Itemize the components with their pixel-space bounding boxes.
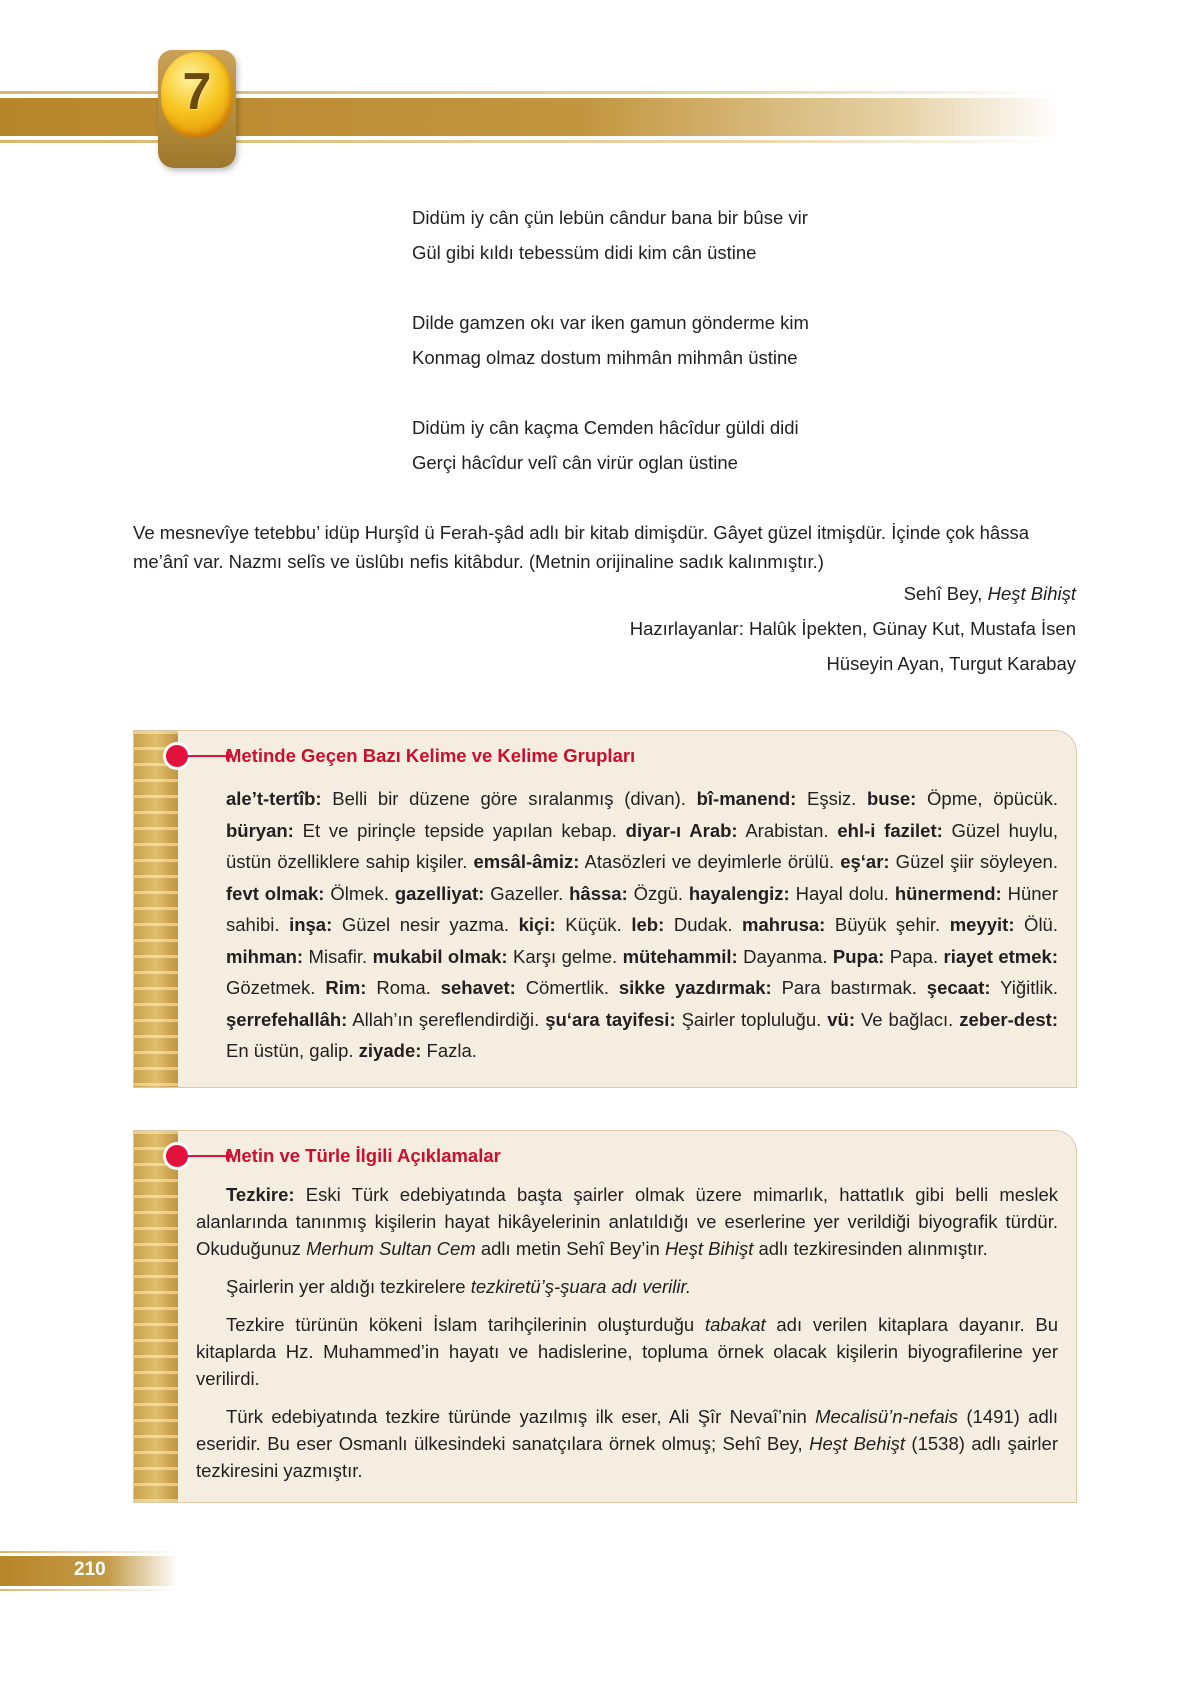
footer-line-top	[0, 1551, 178, 1553]
glossary-term: hünermend:	[894, 882, 1002, 904]
glossary-definition: Büyük şehir.	[825, 914, 950, 935]
prose-paragraph: Ve mesnevîye tetebbu’ idüp Hurşîd ü Ferah-şâd adlı bir kitab dimişdür. Gâyet güzel itmişdür. İçinde çok hâssa me’ânî var. Nazmı selîs ve üslûbı nefis kitâbdur. (Metnin orijinaline sadık kalınmıştır.)	[133, 522, 1029, 572]
poem-stanza	[412, 410, 809, 480]
glossary-term: riayet etmek:	[943, 945, 1058, 967]
chapter-coin	[161, 52, 233, 138]
work-title: Heşt Behişt	[809, 1433, 905, 1454]
glossary-definition: Karşı gelme.	[507, 945, 623, 967]
notes-title: Metin ve Türle İlgili Açıklamalar	[226, 1145, 501, 1166]
glossary-title: Metinde Geçen Bazı Kelime ve Kelime Grupları	[226, 745, 636, 766]
glossary-definition: Cömertlik.	[515, 977, 619, 998]
decorative-stripe	[134, 731, 178, 1087]
glossary-term: ale’t-tertîb:	[226, 788, 322, 809]
glossary-term: hâssa:	[569, 882, 628, 904]
chapter-number: 7	[182, 63, 212, 121]
glossary-term: inşa:	[289, 914, 333, 935]
notes-box	[133, 1130, 1077, 1503]
glossary-definition: Dayanma.	[737, 945, 833, 967]
glossary-term: Pupa:	[832, 945, 885, 967]
notes-paragraph	[196, 1273, 1058, 1300]
text: (1538) adlı şairler tezkiresini yazmıştır.	[196, 1433, 1058, 1481]
work-title: Heşt Bihişt	[987, 583, 1076, 604]
glossary-definition: Hayal dolu.	[789, 882, 895, 904]
italic-text: tezkiretü’ş-şuara adı verilir.	[470, 1276, 692, 1297]
poem-line: Didüm iy cân kaçma Cemden hâcîdur güldi didi	[412, 417, 799, 438]
text: adlı metin Sehî Bey’in	[475, 1238, 665, 1259]
glossary-definition: Misafir.	[303, 945, 373, 967]
glossary-definition: Papa.	[884, 945, 944, 967]
glossary-definition: Güzel huylu, üstün özelliklere sahip kişiler.	[226, 819, 1059, 872]
glossary-term: meyyit:	[949, 914, 1015, 935]
glossary-definition: Güzel nesir yazma.	[332, 914, 519, 935]
glossary-term: zeber-dest:	[959, 1008, 1058, 1030]
glossary-term: mahrusa:	[742, 914, 826, 935]
glossary-definition: Et ve pirinçle tepside yapılan kebap.	[293, 819, 626, 841]
footer-line-bottom	[0, 1589, 178, 1591]
glossary-definition: Fazla.	[421, 1040, 477, 1061]
glossary-definition: Özgü.	[627, 882, 689, 904]
glossary-term: vü:	[827, 1008, 855, 1030]
text: Eski Türk edebiyatında başta şairler olmak üzere mimarlık, hattatlık gibi belli meslek alanlarında tanınmış kişilerin hayat hikâyelerinin anlatıldığı ve eserlerine yer verildiği biyografik türdür. Okuduğunuz	[196, 1184, 1058, 1259]
glossary-term: diyar-ı Arab:	[625, 819, 738, 841]
poem-stanza	[412, 305, 809, 375]
poem	[412, 200, 809, 515]
glossary-definition: Gözetmek.	[226, 977, 326, 998]
text: Şairlerin yer aldığı tezkirelere	[226, 1276, 471, 1297]
glossary-definition: Dudak.	[664, 914, 743, 935]
glossary-definition: Ölü.	[1014, 914, 1058, 935]
poem-line: Konmag olmaz dostum mihmân mihmân üstine	[412, 347, 798, 368]
notes-text	[196, 1181, 1058, 1495]
glossary-definition: Para bastırmak.	[771, 977, 927, 998]
work-title: Merhum Sultan Cem	[306, 1238, 476, 1259]
term: Tezkire:	[226, 1184, 295, 1205]
author-name: Sehî Bey,	[903, 583, 988, 604]
glossary-definition: Öpme, öpücük.	[916, 788, 1059, 809]
glossary-term: sehavet:	[440, 977, 516, 998]
glossary-box	[133, 730, 1077, 1088]
glossary-term: şerrefehallâh:	[226, 1008, 348, 1030]
work-title: Mecalisü’n-nefais	[815, 1406, 959, 1427]
text: adlı tezkiresinden alınmıştır.	[753, 1238, 988, 1259]
page-number: 210	[74, 1559, 106, 1580]
glossary-term: büryan:	[226, 819, 294, 841]
notes-paragraph	[196, 1403, 1058, 1484]
attribution-author	[476, 576, 1076, 611]
poem-stanza	[412, 200, 809, 270]
glossary-definition: Eşsiz.	[796, 788, 867, 809]
glossary-definition: Güzel şiir söyleyen.	[889, 851, 1058, 872]
poem-line: Gül gibi kıldı tebessüm didi kim cân üstine	[412, 242, 757, 263]
glossary-term: mütehammil:	[622, 945, 738, 967]
decorative-stripe	[134, 1131, 178, 1502]
glossary-term: mihman:	[226, 945, 304, 967]
glossary-term: leb:	[631, 914, 665, 935]
glossary-definition: Ölmek.	[324, 882, 395, 904]
glossary-definition: Allah’ın şereflendirdiği.	[347, 1008, 546, 1030]
glossary-term: fevt olmak:	[226, 882, 325, 904]
glossary-text	[226, 783, 1058, 1067]
italic-text: tabakat	[704, 1314, 766, 1335]
poem-line: Didüm iy cân çün lebün cândur bana bir bûse vir	[412, 207, 808, 228]
glossary-definition: Şairler topluluğu.	[675, 1008, 828, 1030]
glossary-term: eş‘ar:	[840, 851, 890, 872]
glossary-definition: Atasözleri ve deyimlerle örülü.	[579, 851, 841, 872]
glossary-definition: Küçük.	[555, 914, 632, 935]
poem-line: Gerçi hâcîdur velî cân virür oglan üstine	[412, 452, 738, 473]
glossary-term: sikke yazdırmak:	[618, 977, 772, 998]
notes-paragraph	[196, 1181, 1058, 1262]
glossary-definition: Gazeller.	[484, 882, 570, 904]
glossary-term: bî-manend:	[696, 788, 797, 809]
text: Tezkire türünün kökeni İslam tarihçilerinin oluşturduğu	[226, 1314, 705, 1335]
glossary-term: Rim:	[325, 977, 367, 998]
glossary-term: gazelliyat:	[394, 882, 485, 904]
attribution-editors-2: Hüseyin Ayan, Turgut Karabay	[826, 653, 1076, 674]
glossary-term: şu‘ara tayifesi:	[545, 1008, 676, 1030]
poem-line: Dilde gamzen okı var iken gamun gönderme kim	[412, 312, 809, 333]
glossary-term: buse:	[867, 788, 917, 809]
glossary-definition: Yiğitlik.	[990, 977, 1059, 998]
attribution-editors-1: Hazırlayanlar: Halûk İpekten, Günay Kut, Mustafa İsen	[629, 618, 1076, 639]
notes-paragraph	[196, 1311, 1058, 1392]
glossary-term: ehl-i fazilet:	[837, 819, 943, 841]
glossary-definition: Arabistan.	[737, 819, 838, 841]
glossary-term: emsâl-âmiz:	[473, 851, 580, 872]
glossary-definition: Hüner sahibi.	[226, 882, 1058, 935]
glossary-definition: Roma.	[366, 977, 441, 998]
text: adı verilen kitaplara dayanır. Bu kitaplarda Hz. Muhammed’in hayatı ve hadislerine, topluma örnek olacak kişilerin biyografilerine yer verilirdi.	[196, 1314, 1058, 1389]
glossary-term: mukabil olmak:	[372, 945, 508, 967]
glossary-definition: En üstün, galip.	[226, 1040, 359, 1061]
text: (1491) adlı eseridir. Bu eser Osmanlı ülkesindeki sanatçılara örnek olmuş; Sehî Bey,	[196, 1406, 1058, 1454]
glossary-definition: Ve bağlacı.	[854, 1008, 960, 1030]
glossary-term: hayalengiz:	[688, 882, 790, 904]
glossary-term: şecaat:	[926, 977, 991, 998]
glossary-definition: Belli bir düzene göre sıralanmış (divan).	[321, 788, 697, 809]
glossary-term: kiçi:	[518, 914, 556, 935]
glossary-term: ziyade:	[358, 1040, 422, 1061]
text: Türk edebiyatında tezkire türünde yazılmış ilk eser, Ali Şîr Nevaî’nin	[226, 1406, 816, 1427]
work-title: Heşt Bihişt	[664, 1238, 754, 1259]
